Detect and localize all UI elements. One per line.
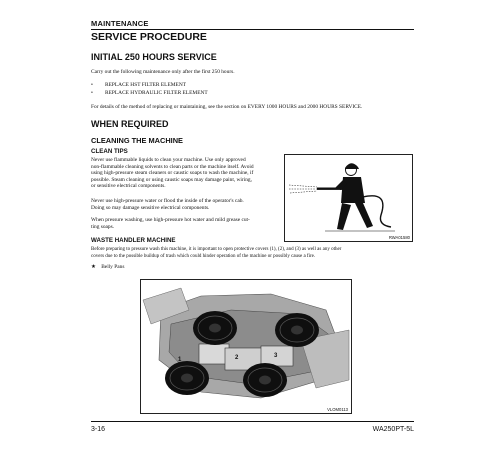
list-item: • REPLACE HST FILTER ELEMENT	[91, 81, 208, 89]
belly-pans-figure	[140, 279, 352, 414]
page-title: SERVICE PROCEDURE	[91, 31, 207, 43]
clean-tips-heading: CLEAN TIPS	[91, 148, 128, 155]
figure-code: VLOM0113	[327, 407, 348, 412]
callout-1: 1	[178, 357, 182, 363]
initial-intro: Carry out the following maintenance only after the first 250 hours.	[91, 69, 235, 75]
water-spray-icon	[289, 185, 317, 193]
list-item: • REPLACE HYDRAULIC FILTER ELEMENT	[91, 89, 208, 97]
callout-2: 2	[235, 355, 239, 361]
star-icon: ★	[91, 264, 96, 270]
footer-rule	[91, 421, 414, 422]
cleaning-heading: CLEANING THE MACHINE	[91, 136, 183, 145]
page-number: 3-16	[91, 426, 106, 433]
model-number: WA250PT-5L	[372, 426, 414, 433]
initial-service-heading: INITIAL 250 HOURS SERVICE	[91, 52, 217, 62]
tips-paragraph-2: Never use high-pressure water or flood the inside of the operator's cab. Doing so may damage sensitive electrical components.	[91, 198, 244, 211]
belly-pans-label: Belly Pans	[101, 264, 125, 270]
pressure-washing-figure	[284, 154, 413, 242]
initial-note: For details of the method of replacing or maintaining, see the section on EVERY 1000 HOURS and 2000 HOURS SERVICE.	[91, 104, 363, 110]
section-label: MAINTENANCE	[91, 19, 149, 28]
header-rule	[91, 29, 414, 30]
belly-pans-item	[91, 264, 124, 271]
figure-code: RWA01580	[388, 235, 410, 240]
person-body-icon	[341, 177, 365, 203]
waste-handler-heading: WASTE HANDLER MACHINE	[91, 237, 176, 244]
waste-handler-text: Before preparing to pressure wash this machine, it is important to open protective covers (1), (2), and (3) as well as any other covers due to the possible buildup of trash which could hinder operation of the machine or possibly cause a fire.	[91, 247, 342, 259]
machine-underside-illustration	[141, 280, 351, 413]
callout-3: 3	[274, 353, 278, 359]
belly-pan-cover-1	[199, 344, 229, 364]
initial-items-list	[91, 81, 208, 97]
pressure-washer-illustration	[285, 155, 412, 241]
when-required-heading: WHEN REQUIRED	[91, 119, 169, 129]
tips-paragraph-1: Never use flammable liquids to clean your machine. Use only approved non-flammable cleaning solvents to clean parts or the machine itself. Avoid using high-pressure steam cleaners or caustic soaps to wash the machine, if possible. Steam cleaning or using caustic soaps may damage paint, wiring, or sensitive electrical components.	[91, 157, 254, 190]
tips-paragraph-3: When pressure washing, use high-pressure hot water and mild grease cut- ting soaps.	[91, 217, 250, 230]
